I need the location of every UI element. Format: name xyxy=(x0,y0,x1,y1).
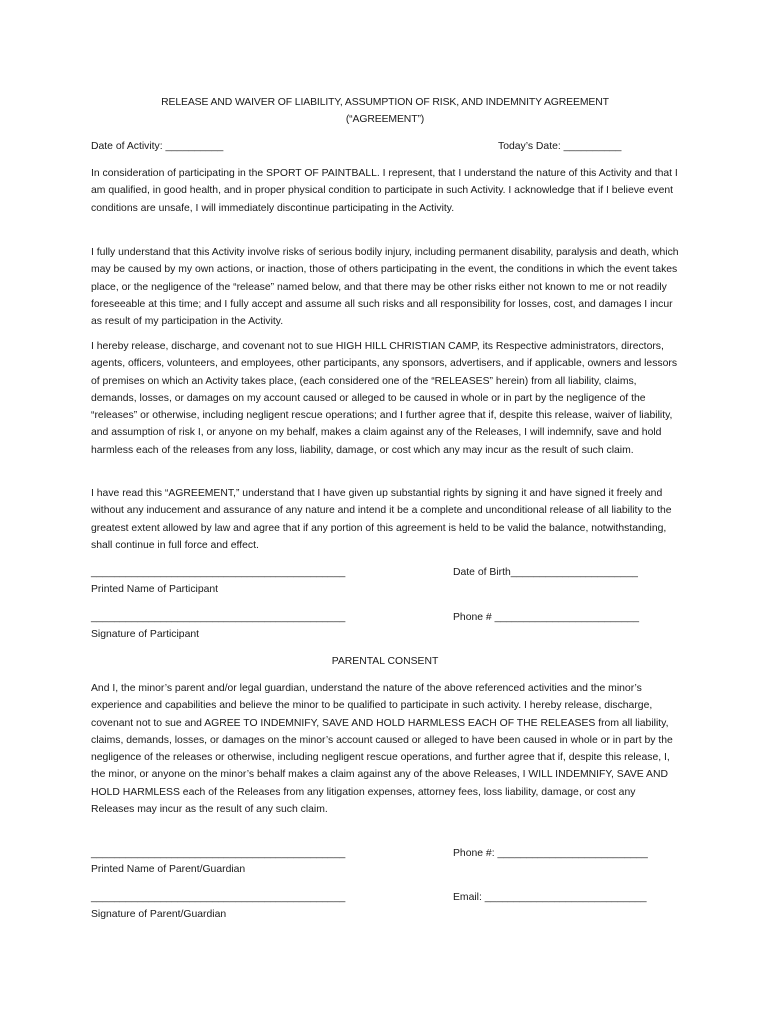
participant-printed-name-label: Printed Name of Participant xyxy=(91,584,219,595)
participant-printed-name-line[interactable]: ____________________________________________ xyxy=(91,567,346,578)
guardian-email-field[interactable]: Email: ____________________________ xyxy=(453,892,647,903)
participant-dob-field[interactable]: Date of Birth______________________ xyxy=(453,567,638,578)
todays-date-field[interactable]: Today’s Date: __________ xyxy=(498,141,622,152)
dates-row xyxy=(91,138,681,156)
parental-consent-heading: PARENTAL CONSENT xyxy=(331,656,439,667)
document-subtitle: (“AGREEMENT”) xyxy=(345,114,425,125)
guardian-signature-label: Signature of Parent/Guardian xyxy=(91,909,227,920)
participant-signature-label: Signature of Participant xyxy=(91,629,200,640)
guardian-phone-field[interactable]: Phone #: __________________________ xyxy=(453,848,648,859)
participant-phone-field[interactable]: Phone # _________________________ xyxy=(453,612,640,623)
guardian-printed-name-line[interactable]: ____________________________________________ xyxy=(91,848,346,859)
paragraph-release: I hereby release, discharge, and covenant not to sue HIGH HILL CHRISTIAN CAMP, its Respective administrators, directors, agents, officers, volunteers, and employees, other participants, any sponsors, advertisers, and if applicable, owners and lessors of premises on which an Activity takes place, (each considered one of the “RELEASES” herein) from all liability, claims, demands, losses, or damages on my account caused or alleged to be caused in whole or in part by the negligence of the “releases” or otherwise, including negligent rescue operations; and I further agree that if, despite this release, waiver of liability, and assumption of risk I, or anyone on my behalf, makes a claim against any of the Releases, I will indemnify, save and hold harmless each of the releases from any loss, liability, damage, or cost which any may incur as the result of such claim. xyxy=(91,341,678,456)
date-of-activity-field[interactable]: Date of Activity: __________ xyxy=(91,141,224,152)
participant-signature-line[interactable]: ____________________________________________ xyxy=(91,612,346,623)
paragraph-acknowledgement: I have read this “AGREEMENT,” understand that I have given up substantial rights by signing it and have signed it freely and without any inducement and assurance of any nature and intend it be a complete and unconditional release of all liability to the greatest extent allowed by law and agree that if any portion of this agreement is held to be valid the balance, notwithstanding, shall continue in full force and effect. xyxy=(91,488,672,551)
paragraph-consideration: In consideration of participating in the SPORT OF PAINTBALL. I represent, that I understand the nature of this Activity and that I am qualified, in good health, and in proper physical condition to participate in such Activity. I acknowledge that if I believe event conditions are unsafe, I will immediately discontinue participating in the Activity. xyxy=(91,168,678,214)
paragraph-risks: I fully understand that this Activity involve risks of serious bodily injury, including permanent disability, paralysis and death, which may be caused by my own actions, or inaction, those of others participating in the event, the conditions in which the event takes place, or the negligence of the “release” named below, and that there may be other risks either not known to me or not readily foreseeable at this time; and I fully accept and assume all such risks and all responsibility for losses, cost, and damages I incur as result of my participation in the Activity. xyxy=(91,247,679,328)
document-title: RELEASE AND WAIVER OF LIABILITY, ASSUMPTION OF RISK, AND INDEMNITY AGREEMENT xyxy=(161,97,609,108)
guardian-printed-name-label: Printed Name of Parent/Guardian xyxy=(91,864,246,875)
guardian-signature-line[interactable]: ____________________________________________ xyxy=(91,892,346,903)
paragraph-parental-consent: And I, the minor’s parent and/or legal guardian, understand the nature of the above referenced activities and the minor’s experience and capabilities and believe the minor to be qualified to participate in such activity. I hereby release, discharge, covenant not to sue and AGREE TO INDEMNIFY, SAVE AND HOLD HARMLESS EACH OF THE RELEASES from all liability, claims, demands, losses, or damages on the minor’s account caused or alleged to have been caused in whole or in part by the negligence of the releases or otherwise, including negligent rescue operations, and further agree that if, despite this release, I, the minor, or anyone on the minor’s behalf makes a claim against any of the above Releases, I WILL INDEMNIFY, SAVE AND HOLD HARMLESS each of the Releases from any litigation expenses, attorney fees, loss liability, damage, or cost any Releases may incur as the result of any such claim. xyxy=(91,683,673,816)
